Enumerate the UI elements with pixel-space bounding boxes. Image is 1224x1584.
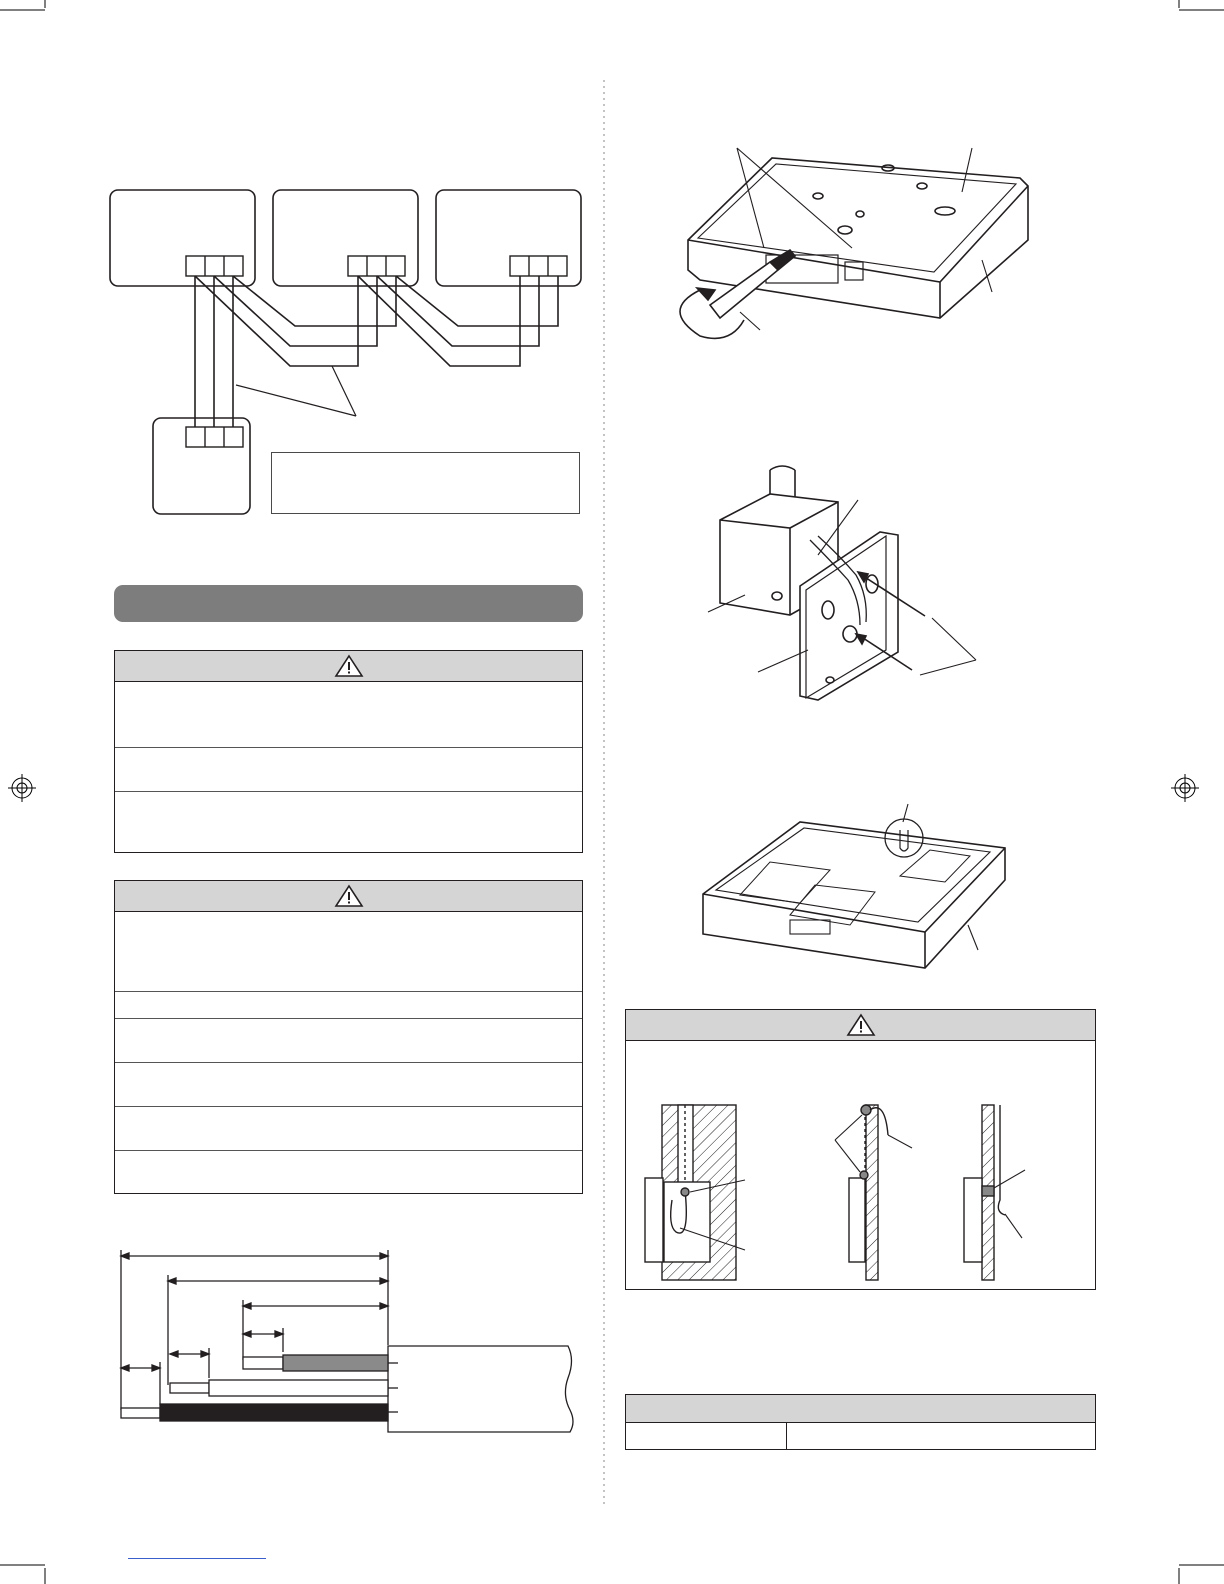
registration-mark-icon: [8, 774, 36, 802]
section-title-bar: [114, 585, 583, 622]
caution-header: [626, 1010, 1095, 1041]
caution-box-2: [114, 880, 583, 1194]
caution-row: [115, 792, 582, 852]
spec-table-row: [626, 1423, 1095, 1449]
warning-triangle-icon: [334, 884, 364, 908]
cable-strip-diagram: [121, 1250, 573, 1432]
caution-header: [115, 651, 582, 682]
installation-warning-box: [625, 1009, 1096, 1290]
registration-mark-icon: [1171, 774, 1199, 802]
footer-link-underline[interactable]: [128, 1558, 266, 1559]
wiring-note-box: [271, 452, 580, 514]
spec-table-header: [626, 1395, 1095, 1423]
caution-row: [115, 1063, 582, 1107]
indoor-unit-1: [110, 190, 255, 286]
spec-cell: [626, 1423, 787, 1449]
remote-controller: [153, 418, 250, 514]
caution-row: [115, 1107, 582, 1151]
caution-row: [115, 682, 582, 748]
cable-hook-figure: [703, 804, 1005, 968]
caution-box-1: [114, 650, 583, 853]
spec-cell: [787, 1423, 1095, 1449]
warning-triangle-icon: [334, 654, 364, 678]
wall-box-mounting-figure: [708, 466, 976, 700]
spec-table: [625, 1394, 1096, 1450]
warning-triangle-icon: [846, 1013, 876, 1037]
caution-row: [115, 912, 582, 992]
indoor-unit-3: [436, 190, 581, 286]
case-opening-figure: [680, 148, 1028, 338]
caution-row: [115, 748, 582, 792]
caution-header: [115, 881, 582, 912]
caution-row: [115, 1019, 582, 1063]
indoor-unit-2: [273, 190, 418, 286]
caution-row: [115, 992, 582, 1019]
caution-row: [115, 1151, 582, 1193]
